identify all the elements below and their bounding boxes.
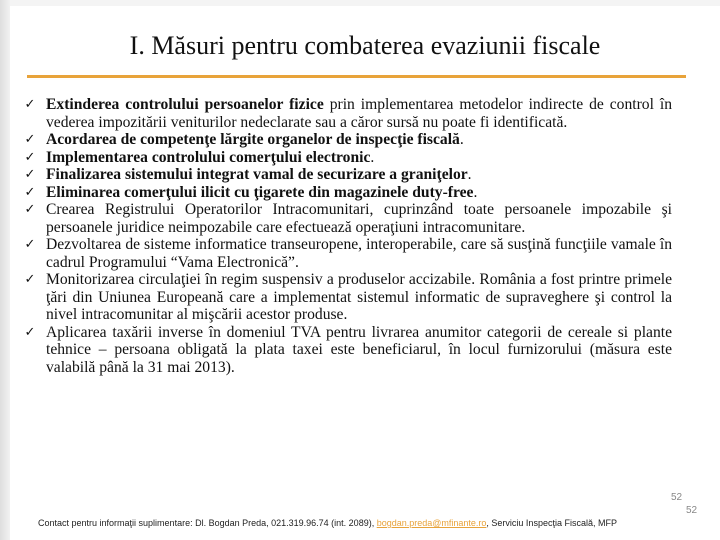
bullet-text: . (473, 183, 478, 201)
contact-footer (38, 518, 710, 528)
check-mark-icon: ✓ (24, 149, 36, 165)
list-item (20, 236, 672, 271)
list-item (20, 271, 672, 324)
list-item (20, 131, 672, 149)
check-mark-icon: ✓ (24, 97, 36, 112)
list-item (20, 201, 672, 236)
list-item (20, 96, 672, 131)
check-mark-icon: ✓ (24, 132, 36, 147)
check-mark-icon: ✓ (24, 237, 36, 252)
slide-title: I. Măsuri pentru combaterea evaziunii fiscale (129, 31, 601, 60)
bullet-text: . (459, 131, 464, 148)
bullet-bold-text: Extinderea controlului persoanelor fizice (46, 96, 324, 113)
check-mark-icon: ✓ (24, 324, 36, 340)
bullet-text: Crearea Registrului Operatorilor Intracomunitari, cuprinzând toate persoanele impozabile şi persoanele juridice neimpozabile care efectuează operaţiuni intracomunitare. (46, 201, 672, 236)
bullet-bold-text: Eliminarea comerţului ilicit cu ţigarete din magazinele duty-free (46, 183, 474, 201)
bullet-text: Monitorizarea circulaţiei în regim suspensiv a produselor accizabile. România a fost printre primele ţări din Uniunea Europeană care a implementat sistemul informatic de supraveghere şi control la nivel intracomunitar al mişcării acestor produse. (46, 271, 672, 323)
check-mark-icon: ✓ (24, 272, 36, 287)
bullet-bold-text: Acordarea de competenţe lărgite organelor de inspecţie fiscală (46, 131, 460, 148)
check-mark-icon: ✓ (24, 202, 36, 217)
bullet-text: Dezvoltarea de sisteme informatice transeuropene, interoperabile, care să susţină funcţiile vamale în cadrul Programului “Vama Electronică”. (46, 236, 672, 271)
bullet-text: prin implementarea metodelor indirecte de control în vederea impozitării veniturilor nedeclarate sau a căror sursă nu poate fi identificată. (46, 96, 672, 131)
check-mark-icon: ✓ (24, 184, 36, 200)
bullet-bold-text: Finalizarea sistemului integrat vamal de securizare a graniţelor (46, 166, 468, 183)
slide-top-shade (10, 0, 720, 6)
list-item (20, 324, 672, 377)
bullet-bold-text: Implementarea controlului comerţului electronic (46, 148, 371, 166)
list-item (20, 184, 672, 202)
check-mark-icon: ✓ (24, 167, 36, 182)
measures-list (20, 96, 672, 376)
page-number: 52 (671, 492, 683, 503)
bullet-text: Aplicarea taxării inverse în domeniul TVA pentru livrarea anumitor categorii de cereale si plante tehnice – persoana obligată la plata taxei este beneficiarul, în locul furnizorului (măsura este valabilă până la 31 mai 2013). (46, 323, 672, 376)
email-link[interactable]: bogdan.preda@mfinante.ro (376, 518, 487, 528)
bullet-text: . (370, 148, 375, 166)
list-item (20, 166, 672, 184)
slide-left-border (0, 0, 10, 540)
footer-department: , Serviciu Inspecţia Fiscală, MFP (486, 518, 617, 528)
bullet-text: . (467, 166, 472, 183)
list-item (20, 149, 672, 167)
page-number-footer: 52 (686, 505, 698, 516)
footer-text: Contact pentru informaţii suplimentare: Dl. Bogdan Preda, 021.319.96.74 (int. 2089), (38, 518, 377, 528)
title-underline (27, 75, 686, 78)
